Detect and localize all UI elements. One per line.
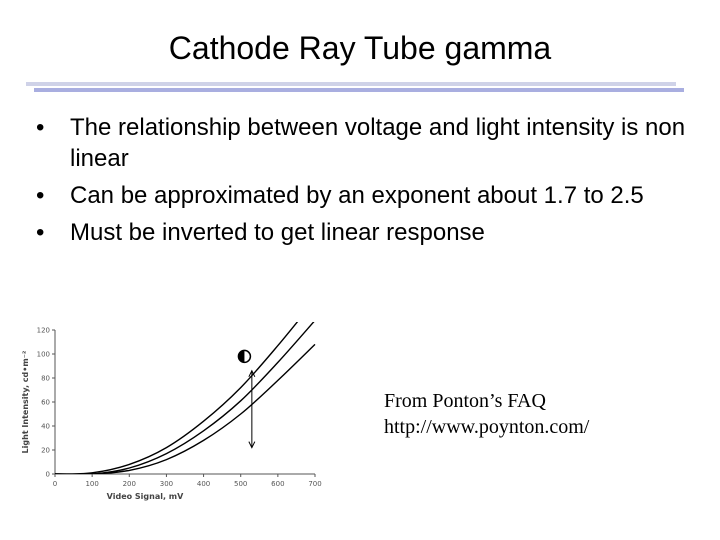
x-tick-label: 300: [159, 480, 174, 488]
title-underline-dark: [34, 88, 684, 92]
y-tick-label: 20: [41, 446, 50, 455]
gamma-chart: [18, 318, 338, 508]
x-tick-label: 200: [122, 480, 136, 488]
credit-url[interactable]: http://www.poynton.com/: [384, 416, 590, 438]
y-tick-label: 120: [36, 326, 50, 335]
y-tick-label: 80: [41, 374, 50, 383]
x-tick-label: 500: [234, 480, 248, 488]
y-tick-label: 40: [41, 422, 50, 431]
x-axis-label: Video Signal, mV: [106, 492, 184, 501]
bullet-text: Must be inverted to get linear response: [70, 219, 485, 246]
bullet-glyph: •: [36, 219, 45, 246]
x-tick-label: 400: [196, 480, 211, 488]
x-tick-label: 700: [308, 480, 322, 488]
bullet-item: [36, 112, 696, 174]
x-tick-label: 600: [271, 480, 285, 488]
y-tick-label: 100: [36, 350, 50, 359]
slide-title: Cathode Ray Tube gamma: [168, 30, 552, 66]
y-axis-label: Light Intensity, cd•m⁻²: [21, 350, 30, 454]
credit-line: From Ponton’s FAQ: [384, 390, 546, 412]
x-tick-label: 0: [52, 480, 58, 488]
bullet-text: Can be approximated by an exponent about 1.7 to 2.5: [70, 182, 644, 209]
title-underline-light: [26, 82, 676, 86]
bullet-item: [36, 217, 696, 248]
y-tick-label: 0: [45, 470, 50, 479]
y-tick-label: 60: [41, 398, 50, 407]
x-tick-label: 100: [85, 480, 99, 488]
source-credit: [384, 388, 589, 440]
bullet-item: [36, 180, 696, 211]
bullet-glyph: •: [36, 114, 45, 141]
bullet-glyph: •: [36, 182, 45, 209]
bullet-text: The relationship between voltage and light intensity is non linear: [70, 114, 686, 172]
bullet-list: [36, 112, 696, 254]
